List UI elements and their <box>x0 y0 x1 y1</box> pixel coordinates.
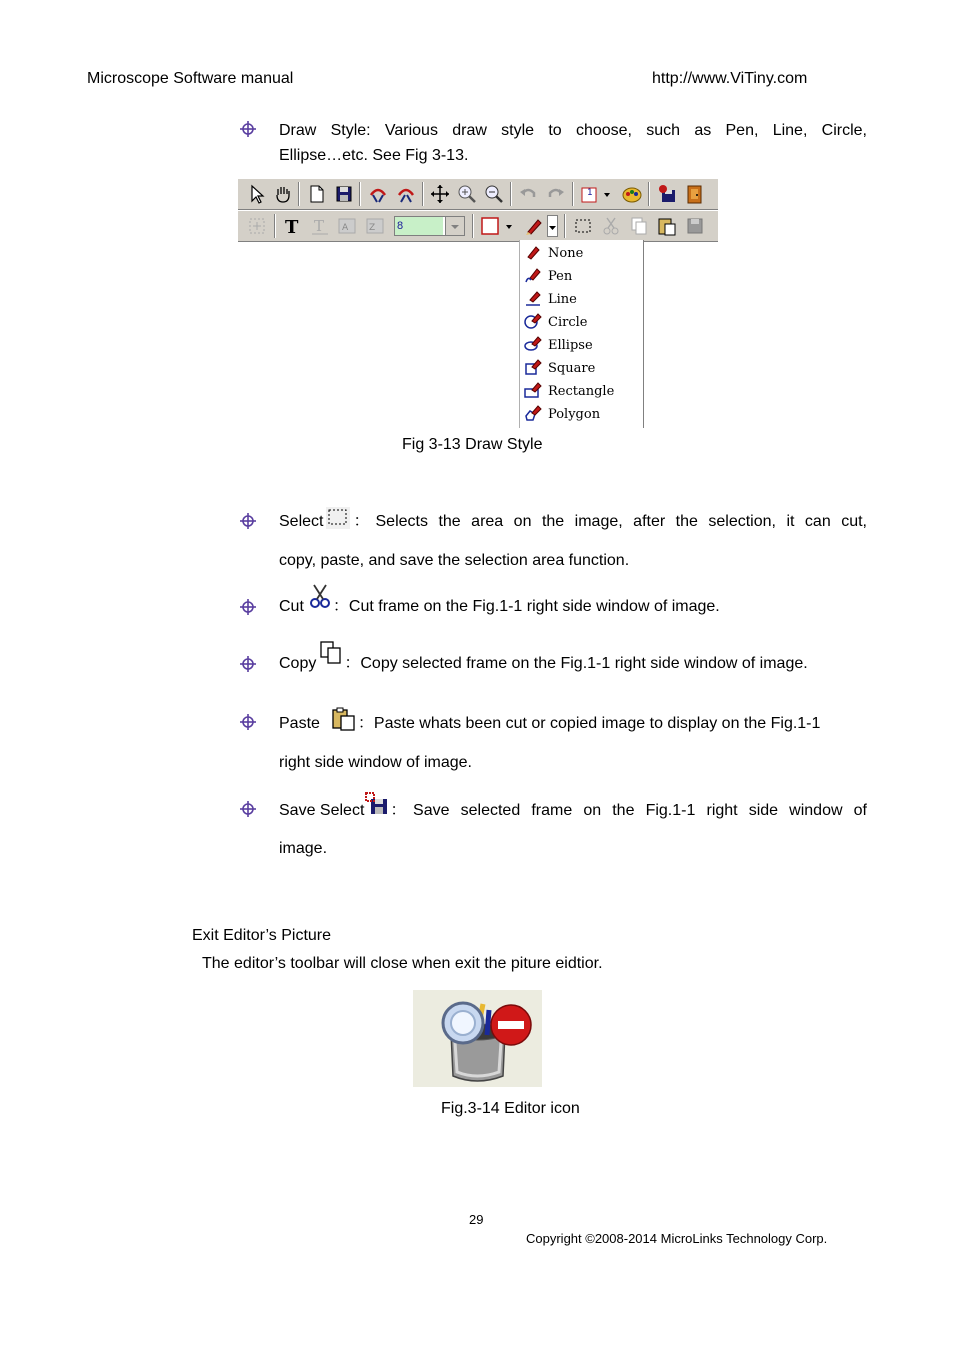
select-icon[interactable] <box>572 215 594 237</box>
palette-icon[interactable] <box>621 183 643 205</box>
save-select-icon[interactable] <box>656 183 678 205</box>
pointer-icon[interactable] <box>246 183 268 205</box>
rectangle-color-icon[interactable] <box>479 215 501 237</box>
menu-item-label: Line <box>548 292 577 307</box>
toolbar-separator <box>572 182 574 206</box>
paste-line1 <box>279 709 867 738</box>
chevron-down-icon[interactable] <box>505 215 513 237</box>
cut-description: ：Cut frame on the Fig.1-1 right side window of image. <box>332 598 720 615</box>
menu-item-circle[interactable] <box>524 312 587 334</box>
menu-item-label: Circle <box>548 315 588 330</box>
save-select-icon <box>364 791 390 817</box>
ellipse-icon <box>524 336 542 352</box>
font-size-icon[interactable] <box>364 215 386 237</box>
select-icon <box>325 506 351 530</box>
editor-toolbar-row1 <box>238 178 718 210</box>
line-width-icon[interactable] <box>579 183 601 205</box>
menu-item-none[interactable] <box>524 243 583 265</box>
select-line1 <box>279 507 867 536</box>
chevron-down-icon[interactable] <box>547 215 558 237</box>
select-label: Select <box>279 513 324 530</box>
circle-icon <box>524 313 542 329</box>
select-line2: copy, paste, and save the selection area function. <box>279 552 630 569</box>
cut-icon[interactable] <box>600 215 622 237</box>
paste-label: Paste <box>279 715 320 732</box>
cut-line <box>279 589 720 616</box>
svg-text:Z: Z <box>369 223 376 233</box>
draw-style-menu <box>519 240 644 428</box>
flip-right-icon[interactable] <box>395 183 417 205</box>
svg-text:T: T <box>285 217 299 237</box>
text-icon[interactable] <box>281 215 303 237</box>
crosshair-bullet-icon <box>240 714 256 730</box>
menu-item-polygon[interactable] <box>524 404 600 426</box>
crosshair-bullet-icon <box>240 599 256 615</box>
zoom-in-icon[interactable] <box>456 183 478 205</box>
cut-icon <box>307 583 333 609</box>
save-select-icon[interactable] <box>684 215 706 237</box>
save-icon[interactable] <box>333 183 355 205</box>
exit-door-icon[interactable] <box>683 183 705 205</box>
hand-icon[interactable] <box>272 183 294 205</box>
header-url: http://www.ViTiny.com <box>652 70 808 87</box>
menu-item-line[interactable] <box>524 289 577 311</box>
menu-item-ellipse[interactable] <box>524 335 593 357</box>
paste-icon <box>330 706 358 732</box>
menu-item-label: Pen <box>548 269 573 284</box>
copy-line <box>279 646 808 673</box>
toolbar-separator <box>648 182 650 206</box>
text-underline-icon[interactable] <box>309 215 331 237</box>
pen-icon <box>524 267 542 283</box>
fig13-caption: Fig 3-13 Draw Style <box>402 436 543 453</box>
crosshair-bullet-icon <box>240 801 256 817</box>
svg-text:1: 1 <box>587 188 593 198</box>
menu-item-square[interactable] <box>524 358 595 380</box>
crosshair-bullet-icon <box>240 513 256 529</box>
crosshair-bullet-icon <box>240 121 256 137</box>
cut-label: Cut <box>279 598 304 615</box>
save-select-line2: image. <box>279 840 328 857</box>
paste-line2: right side window of image. <box>279 754 472 771</box>
menu-item-label: None <box>548 246 584 261</box>
toolbar-separator <box>472 214 474 238</box>
paste-description: ：Paste whats been cut or copied image to display on the Fig.1-1 <box>357 715 821 732</box>
fig14-caption: Fig.3-14 Editor icon <box>441 1100 580 1117</box>
move-icon[interactable] <box>429 183 451 205</box>
menu-item-label: Rectangle <box>548 384 615 399</box>
menu-item-pen[interactable] <box>524 266 572 288</box>
svg-text:T: T <box>314 217 325 235</box>
copyright-notice: Copyright ©2008-2014 MicroLinks Technology Corp. <box>526 1231 828 1246</box>
zoom-combo-value: 8 <box>395 217 443 235</box>
paste-icon[interactable] <box>656 215 678 237</box>
zoom-out-icon[interactable] <box>483 183 505 205</box>
chevron-down-icon[interactable] <box>445 217 464 235</box>
line-icon <box>524 290 542 306</box>
toolbar-separator <box>298 182 300 206</box>
rectangle-icon <box>524 382 542 398</box>
square-icon <box>524 359 542 375</box>
editor-icon <box>413 990 542 1087</box>
draw-style-text-line1: Draw Style: Various draw style to choose, such as Pen, Line, Circle, <box>279 122 867 139</box>
toolbar-separator <box>359 182 361 206</box>
toolbar-separator <box>510 182 512 206</box>
toolbar-separator <box>274 214 276 238</box>
new-file-icon[interactable] <box>306 183 328 205</box>
draw-style-text-line2: Ellipse…etc. See Fig 3-13. <box>279 147 469 164</box>
menu-item-label: Square <box>548 361 596 376</box>
copy-icon <box>318 640 344 666</box>
menu-item-label: Polygon <box>548 407 601 422</box>
polygon-icon <box>524 405 542 421</box>
copy-description: ：Copy selected frame on the Fig.1-1 right side window of image. <box>344 655 808 672</box>
pen-none-icon <box>524 244 542 260</box>
undo-icon[interactable] <box>517 183 539 205</box>
redo-icon[interactable] <box>545 183 567 205</box>
save-select-line1 <box>279 796 867 825</box>
select-description: ：Selects the area on the image, after the selection, it can cut, <box>353 513 867 530</box>
exit-section-heading: Exit Editor’s Picture <box>192 927 332 944</box>
toolbar-separator <box>564 214 566 238</box>
flip-left-icon[interactable] <box>367 183 389 205</box>
draw-style-pen-icon[interactable] <box>523 215 545 237</box>
menu-item-rectangle[interactable] <box>524 381 614 403</box>
menu-item-label: Ellipse <box>548 338 593 353</box>
svg-text:A: A <box>342 223 349 233</box>
save-select-label: Save Select <box>279 802 365 819</box>
zoom-combo[interactable] <box>394 216 465 236</box>
page-number: 29 <box>469 1212 484 1227</box>
font-icon[interactable] <box>336 215 358 237</box>
crop-icon[interactable] <box>246 215 268 237</box>
editor-icon-image <box>413 990 542 1087</box>
exit-section-body: The editor’s toolbar will close when exit the piture eidtior. <box>202 955 603 972</box>
copy-label: Copy <box>279 655 317 672</box>
copy-icon[interactable] <box>628 215 650 237</box>
save-select-description: ：Save selected frame on the Fig.1-1 right side window of <box>390 802 867 819</box>
editor-toolbar-row2 <box>238 210 718 242</box>
crosshair-bullet-icon <box>240 656 256 672</box>
header-title: Microscope Software manual <box>87 70 294 87</box>
toolbar-separator <box>422 182 424 206</box>
chevron-down-icon[interactable] <box>603 183 611 205</box>
